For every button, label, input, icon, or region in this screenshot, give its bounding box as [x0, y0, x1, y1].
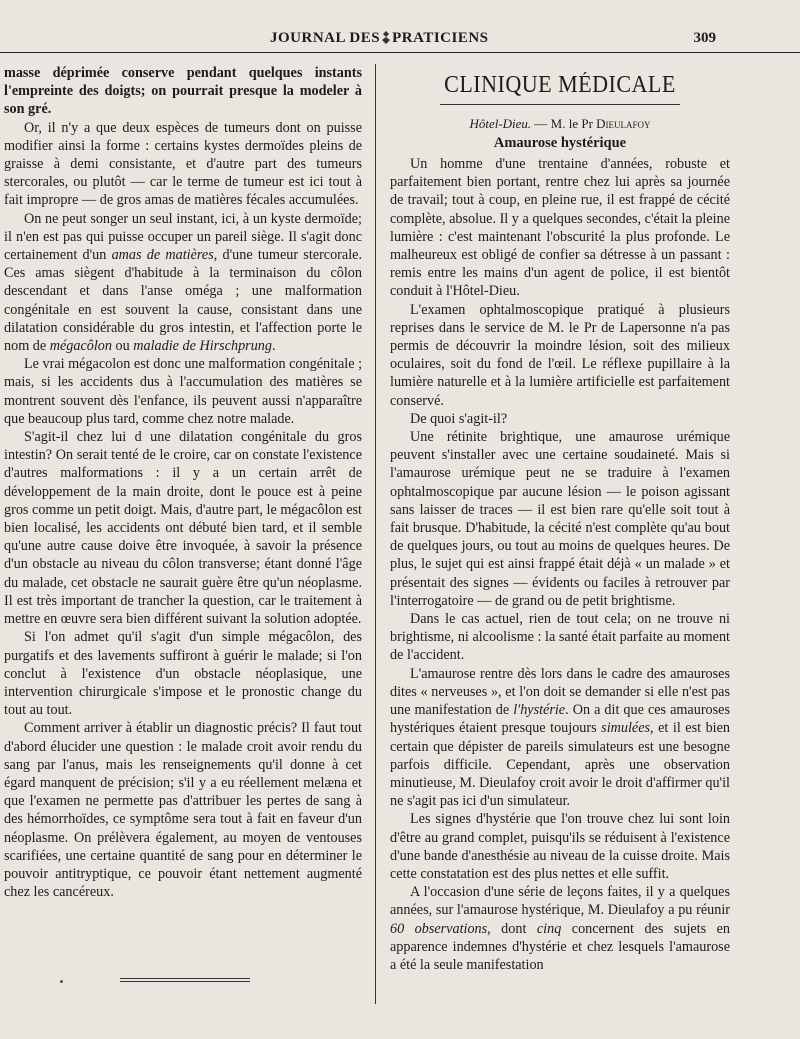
left-column: [4, 64, 362, 901]
paragraph: Un homme d'une trentaine d'années, robuste et parfaitement bien portant, rentre chez lui après sa journée de travail; tout à coup, en pleine rue, il est frappé de cécité complète, absolue. Il y a quelques secondes, c'était la pleine lumière : c'est maintenant l'obscurité la plus profonde. Le malheureux est obligé de confier sa détresse à un passant : remis entre les mains d'un agent de police, il est bientôt conduit à l'Hôtel-Dieu.: [390, 156, 730, 300]
paragraph: L'examen ophtalmoscopique pratiqué à plusieurs reprises dans le service de M. le Pr de Lapersonne n'a pas permis de découvrir la moindre lésion, soit des milieux oculaires, soit du fond de l'œil. Le réflexe pupillaire à la lumière naturelle et à la lumière artificielle est parfaitement conservé.: [390, 301, 730, 409]
end-rule: [120, 978, 250, 982]
emblem-icon: [381, 31, 391, 44]
header-rule: [0, 52, 800, 53]
paragraph: L'amaurose rentre dès lors dans le cadre des amauroses dites « nerveuses », et l'on doit se demander si elle n'est pas une manifestation de l'hystérie. On a dit que ces amauroses hystériques étaient presque toujours simulées, et il est bien certain que dépister de pareils simulateurs est une besogne parfois difficile. Cependant, après une observation minutieuse, M. Dieulafoy croit avoir le droit d'affirmer qu'il ne s'agit pas ici d'un simulateur.: [390, 665, 731, 810]
paragraph: Les signes d'hystérie que l'on trouve chez lui sont loin d'être au grand complet, puisqu'ils se réduisent à l'existence d'une bande d'anesthésie au niveau de la cuisse droite. Mais cette constatation est des plus nettes et elle suffit.: [390, 811, 730, 882]
column-divider: [375, 64, 376, 1004]
paragraph: De quoi s'agit-il?: [410, 410, 508, 427]
paragraph: masse déprimée conserve pendant quelques instants l'empreinte des doigts; on pourrait presque la modeler à son gré.: [4, 65, 362, 118]
article-location: Hôtel-Dieu. — M. le Pr Dieulafoy: [469, 116, 651, 131]
right-column: [390, 64, 730, 974]
section-rule: [440, 104, 680, 105]
paragraph: On ne peut songer un seul instant, ici, à un kyste dermoïde; il n'en est pas qui puisse occuper un pareil siège. Il s'agit donc certainement d'un amas de matières, d'une tumeur stercorale. Ces amas siègent d'habitude à la terminaison du côlon descendant et dans l'anse oméga ; une malformation congénitale en est souvent la cause, consistant dans une dilatation considérable du gros intestin, et l'affection porte le nom de mégacôlon ou maladie de Hirschprung.: [4, 210, 362, 355]
paragraph: Une rétinite brightique, une amaurose urémique peuvent s'installer avec une certaine soudaineté. Mais si l'amaurose urémique peut ne se traduire à l'examen ophtalmoscopique par aucune lésion — le poison agissant sans laisser de traces — il est bien rare qu'elle soit tout à fait brusque. D'habitude, la cécité n'est complète qu'au bout de quelques jours, ou tout au moins de quelques heures. De plus, le sujet qui est ainsi frappé était déjà « un malade » et présentait des signes — évidents ou faciles à retrouver par l'interrogatoire — de grand ou de petit brightisme.: [390, 429, 730, 609]
paragraph: A l'occasion d'une série de leçons faites, il y a quelques années, sur l'amaurose hystérique, M. Dieulafoy a pu réunir 60 observations, dont cinq concernent des sujets en apparence indemnes d'hystérie et chez lesquels l'amaurose a été la seule manifestation: [390, 884, 731, 973]
running-header: [0, 26, 800, 52]
paragraph: Si l'on admet qu'il s'agit d'un simple mégacôlon, des purgatifs et des lavements suffiront à guérir le malade; si l'on conclut à l'existence d'un obstacle néoplasique, une intervention chirurgicale s'impose et le pronostic change du tout au tout.: [4, 629, 362, 719]
section-title: CLINIQUE MÉDICALE: [444, 72, 676, 98]
paragraph: Or, il n'y a que deux espèces de tumeurs dont on puisse modifier ainsi la forme : certains kystes dermoïdes pleins de graisse à demi consistante, et d'autre part des tumeurs stercorales, ou plutôt — car le terme de tumeur est ici tout à fait impropre — de gros amas de matières fécales accumulées.: [4, 119, 362, 209]
article-title: Amaurose hystérique: [493, 135, 627, 151]
paragraph: Dans le cas actuel, rien de tout cela; on ne trouve ni brightisme, ni alcoolisme : la santé était parfaite au moment de l'accident.: [390, 611, 730, 664]
journal-title: JOURNAL DES PRATICIENS: [270, 30, 489, 46]
paragraph: Le vrai mégacolon est donc une malformation congénitale ; mais, si les accidents dus à l'accumulation des matières se montrent souvent dès l'enfance, ils peuvent aussi n'apparaître que beaucoup plus tard, comme chez notre malade.: [4, 356, 363, 427]
paragraph: Comment arriver à établir un diagnostic précis? Il faut tout d'abord élucider une question : le malade croit avoir rendu du sang par l'anus, mais les renseignements qu'il donne à cet égard manquent de précision; s'il y a eu réellement melæna et que l'examen ne permette pas d'attribuer les pertes de sang à des hémorrhoïdes, ce symptôme sera tout à fait en faveur d'un néoplasme. On prélèvera également, au moyen de ventouses scarifiées, une certaine quantité de sang pour en déterminer le pouvoir antitryptique, ce pouvoir étant nettement augmenté chez les cancéreux.: [4, 720, 362, 901]
paragraph: S'agit-il chez lui d une dilatation congénitale du gros intestin? On serait tenté de le croire, car on constate l'existence d'autres malformations : il y a un certain arrêt de développement de la main droite, dont le pouce est à peine gros comme un petit doigt. Mais, d'autre part, le mégacôlon est bien localisé, les accidents ont débuté bien tard, et il semble qu'une autre cause doive être invoquée, à savoir la présence d'un obstacle au niveau du côlon transverse; étant donné l'âge du malade, cet obstacle ne saurait guère être qu'un néoplasme. Il est très important de trancher la question, car le traitement à mettre en œuvre sera bien différent suivant la solution adoptée.: [4, 429, 362, 628]
page-number: 309: [693, 30, 716, 46]
end-mark: [60, 980, 63, 983]
